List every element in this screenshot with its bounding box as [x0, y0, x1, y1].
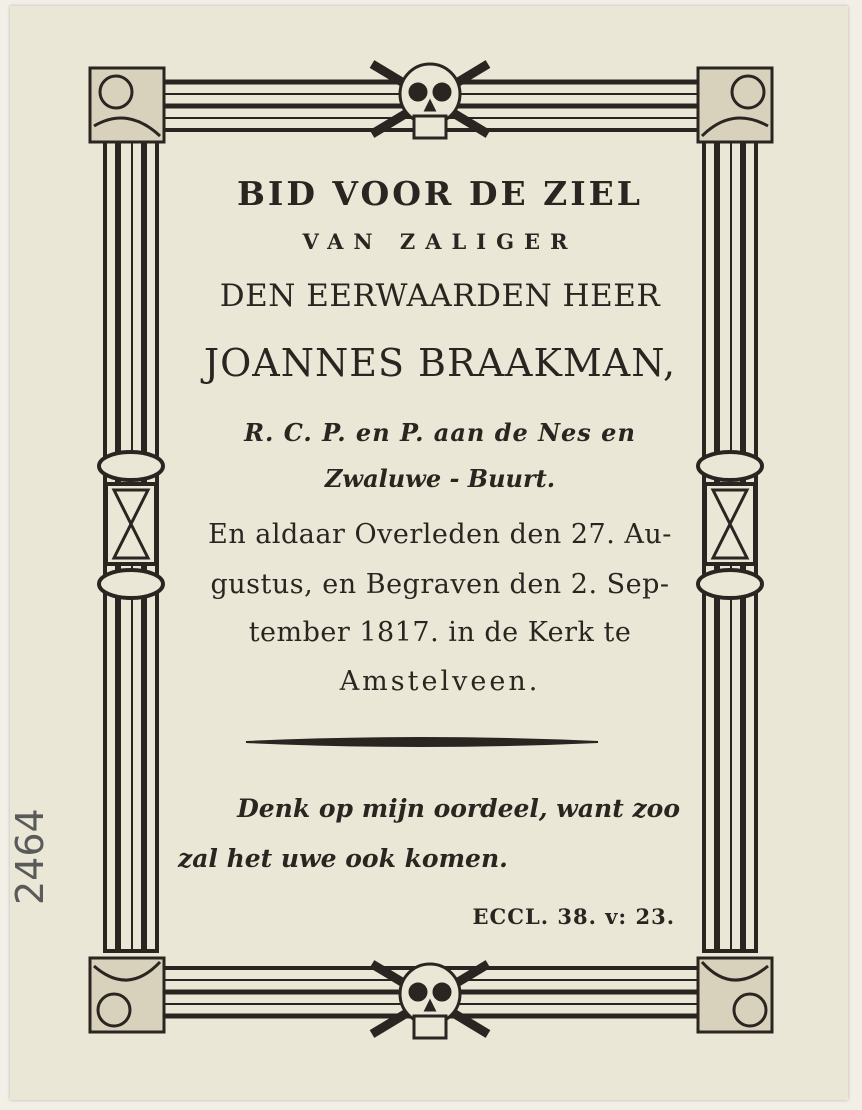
corner-cherub-bottom-right-icon: [698, 958, 772, 1032]
left-hourglass-icon: [99, 452, 163, 598]
pencil-inventory-number: 2464: [8, 808, 52, 905]
scripture-reference: ECCL. 38. v: 23.: [472, 904, 675, 929]
corner-cherub-bottom-left-icon: [90, 958, 164, 1032]
heading-late: VAN ZALIGER: [302, 229, 578, 254]
corner-cherub-top-left-icon: [90, 68, 164, 142]
deceased-name: JOANNES BRAAKMAN,: [203, 341, 677, 385]
memorial-card: [10, 6, 848, 1100]
quote-line-1: Denk op mijn oordeel, want zoo: [237, 794, 680, 823]
woodcut-frame: [10, 6, 848, 1100]
heading-prayer: BID VOOR DE ZIEL: [236, 174, 643, 213]
skull-crossbones-bottom-icon: [372, 964, 488, 1038]
office-line-2: Zwaluwe - Buurt.: [324, 464, 556, 493]
death-line-2: gustus, en Begraven den 2. Sep-: [210, 569, 670, 600]
office-line-1: R. C. P. en P. aan de Nes en: [244, 418, 636, 447]
burial-place: Amstelveen.: [339, 666, 541, 697]
skull-crossbones-top-icon: [372, 64, 488, 138]
quote-line-2: zal het uwe ook komen.: [178, 844, 508, 873]
corner-cherub-top-right-icon: [698, 68, 772, 142]
divider-rule: [246, 738, 598, 746]
death-line-3: tember 1817. in de Kerk te: [248, 617, 632, 648]
heading-reverend: DEN EERWAARDEN HEER: [219, 278, 661, 314]
death-line-1: En aldaar Overleden den 27. Au-: [208, 519, 672, 550]
